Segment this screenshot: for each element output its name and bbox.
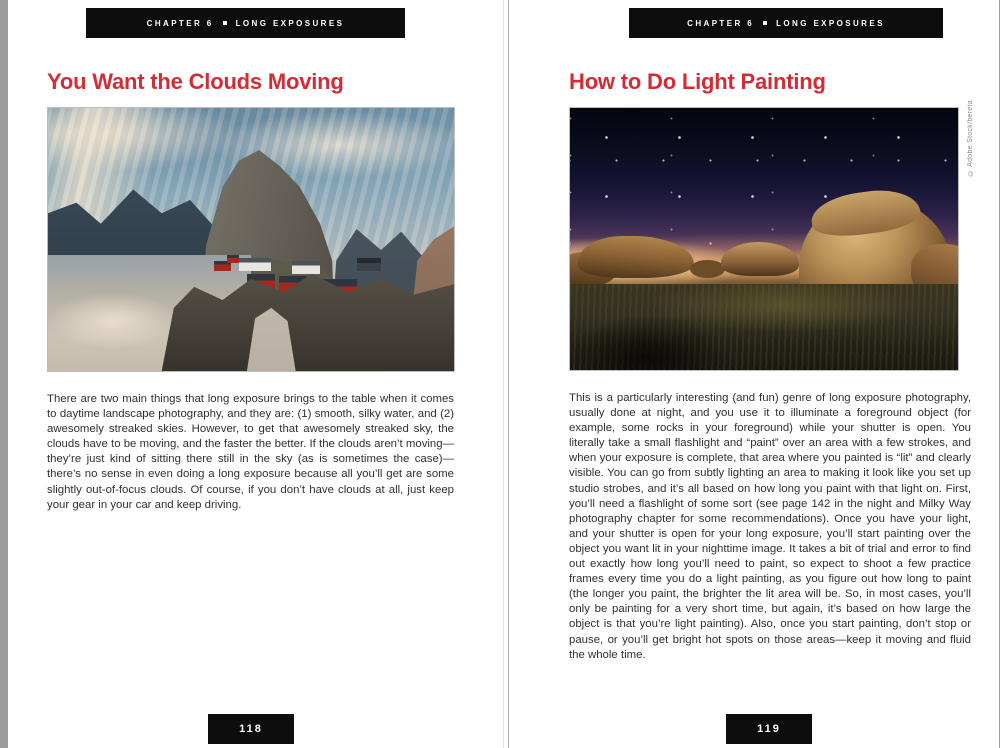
page-right-content bbox=[569, 8, 971, 663]
left-edge-background bbox=[0, 0, 8, 748]
dark-house bbox=[357, 258, 381, 271]
photo-credit: © Adobe Stock/bereta bbox=[967, 100, 974, 177]
water-reflection bbox=[48, 292, 178, 350]
square-bullet-icon bbox=[223, 21, 227, 25]
light-painting-boulders-photo bbox=[569, 107, 959, 371]
white-house bbox=[292, 261, 320, 274]
chapter-header-bar bbox=[86, 8, 405, 38]
white-house bbox=[239, 258, 271, 271]
page-right bbox=[509, 0, 999, 748]
page-number-badge: 119 bbox=[726, 714, 812, 744]
long-exposure-fjord-village-photo bbox=[47, 107, 455, 372]
page-number-badge: 118 bbox=[208, 714, 294, 744]
grass-foreground bbox=[570, 284, 958, 370]
square-bullet-icon bbox=[763, 21, 767, 25]
section-label: LONG EXPOSURES bbox=[776, 18, 885, 28]
chapter-label: CHAPTER 6 bbox=[146, 18, 214, 28]
page-title: You Want the Clouds Moving bbox=[47, 69, 344, 94]
section-label: LONG EXPOSURES bbox=[235, 18, 345, 28]
page-left-content bbox=[47, 8, 454, 513]
red-cabin bbox=[227, 255, 239, 263]
body-paragraph: There are two main things that long exposure brings to the table when it comes to daytime landscape photography, and they are: (1) smooth, silky water, and (2) awesomely streaked skies. However, to get that awesomely streaked sky, the clouds have to be moving, and the faster the better. If the clouds aren’t moving—they’re just kind of sitting there still in the sky (as is sometimes the case)—there’s no sense in even doing a long exposure because all you’ll get are some slightly out-of-focus clouds. Of course, if you don’t have clouds at all, just keep your gear in your car and keep driving. bbox=[47, 393, 454, 511]
page-left bbox=[8, 0, 504, 748]
page-title: How to Do Light Painting bbox=[569, 69, 826, 94]
chapter-label: CHAPTER 6 bbox=[687, 18, 755, 28]
chapter-header-bar bbox=[629, 8, 943, 38]
body-paragraph: This is a particularly interesting (and fun) genre of long exposure photography, usually done at night, and you use it to illuminate a foreground object (for example, some rocks in your foreground) while your shutter is open. You literally take a small flashlight and “paint” over an area with a few strokes, and when your exposure is complete, that area where you painted is “lit” and clearly visible. You can go from subtly lighting an area to making it look like you set up studio strobes, and it’s all based on how long you paint with that light on. First, you’ll need a flashlight of some sort (see page 142 in the night and Milky Way photography chapter for some recommendations). Once you have your light, and your shutter is open for your long exposure, you’ll start painting over the object you want lit in your nighttime image. It takes a bit of trial and error to find out exactly how long you’ll need to paint, so expect to shoot a few practice frames every time you do a light painting, as you figure out how long to paint (the longer you paint, the brighter the lit area will be. So, in most cases, you’ll only be painting for a very short time, but again, it’s based on how large the object is that you’re light painting). Also, once you start painting, don’t stop or pause, or you’ll get bright hot spots on those areas—keep it moving and fluid the whole time. bbox=[569, 392, 971, 661]
